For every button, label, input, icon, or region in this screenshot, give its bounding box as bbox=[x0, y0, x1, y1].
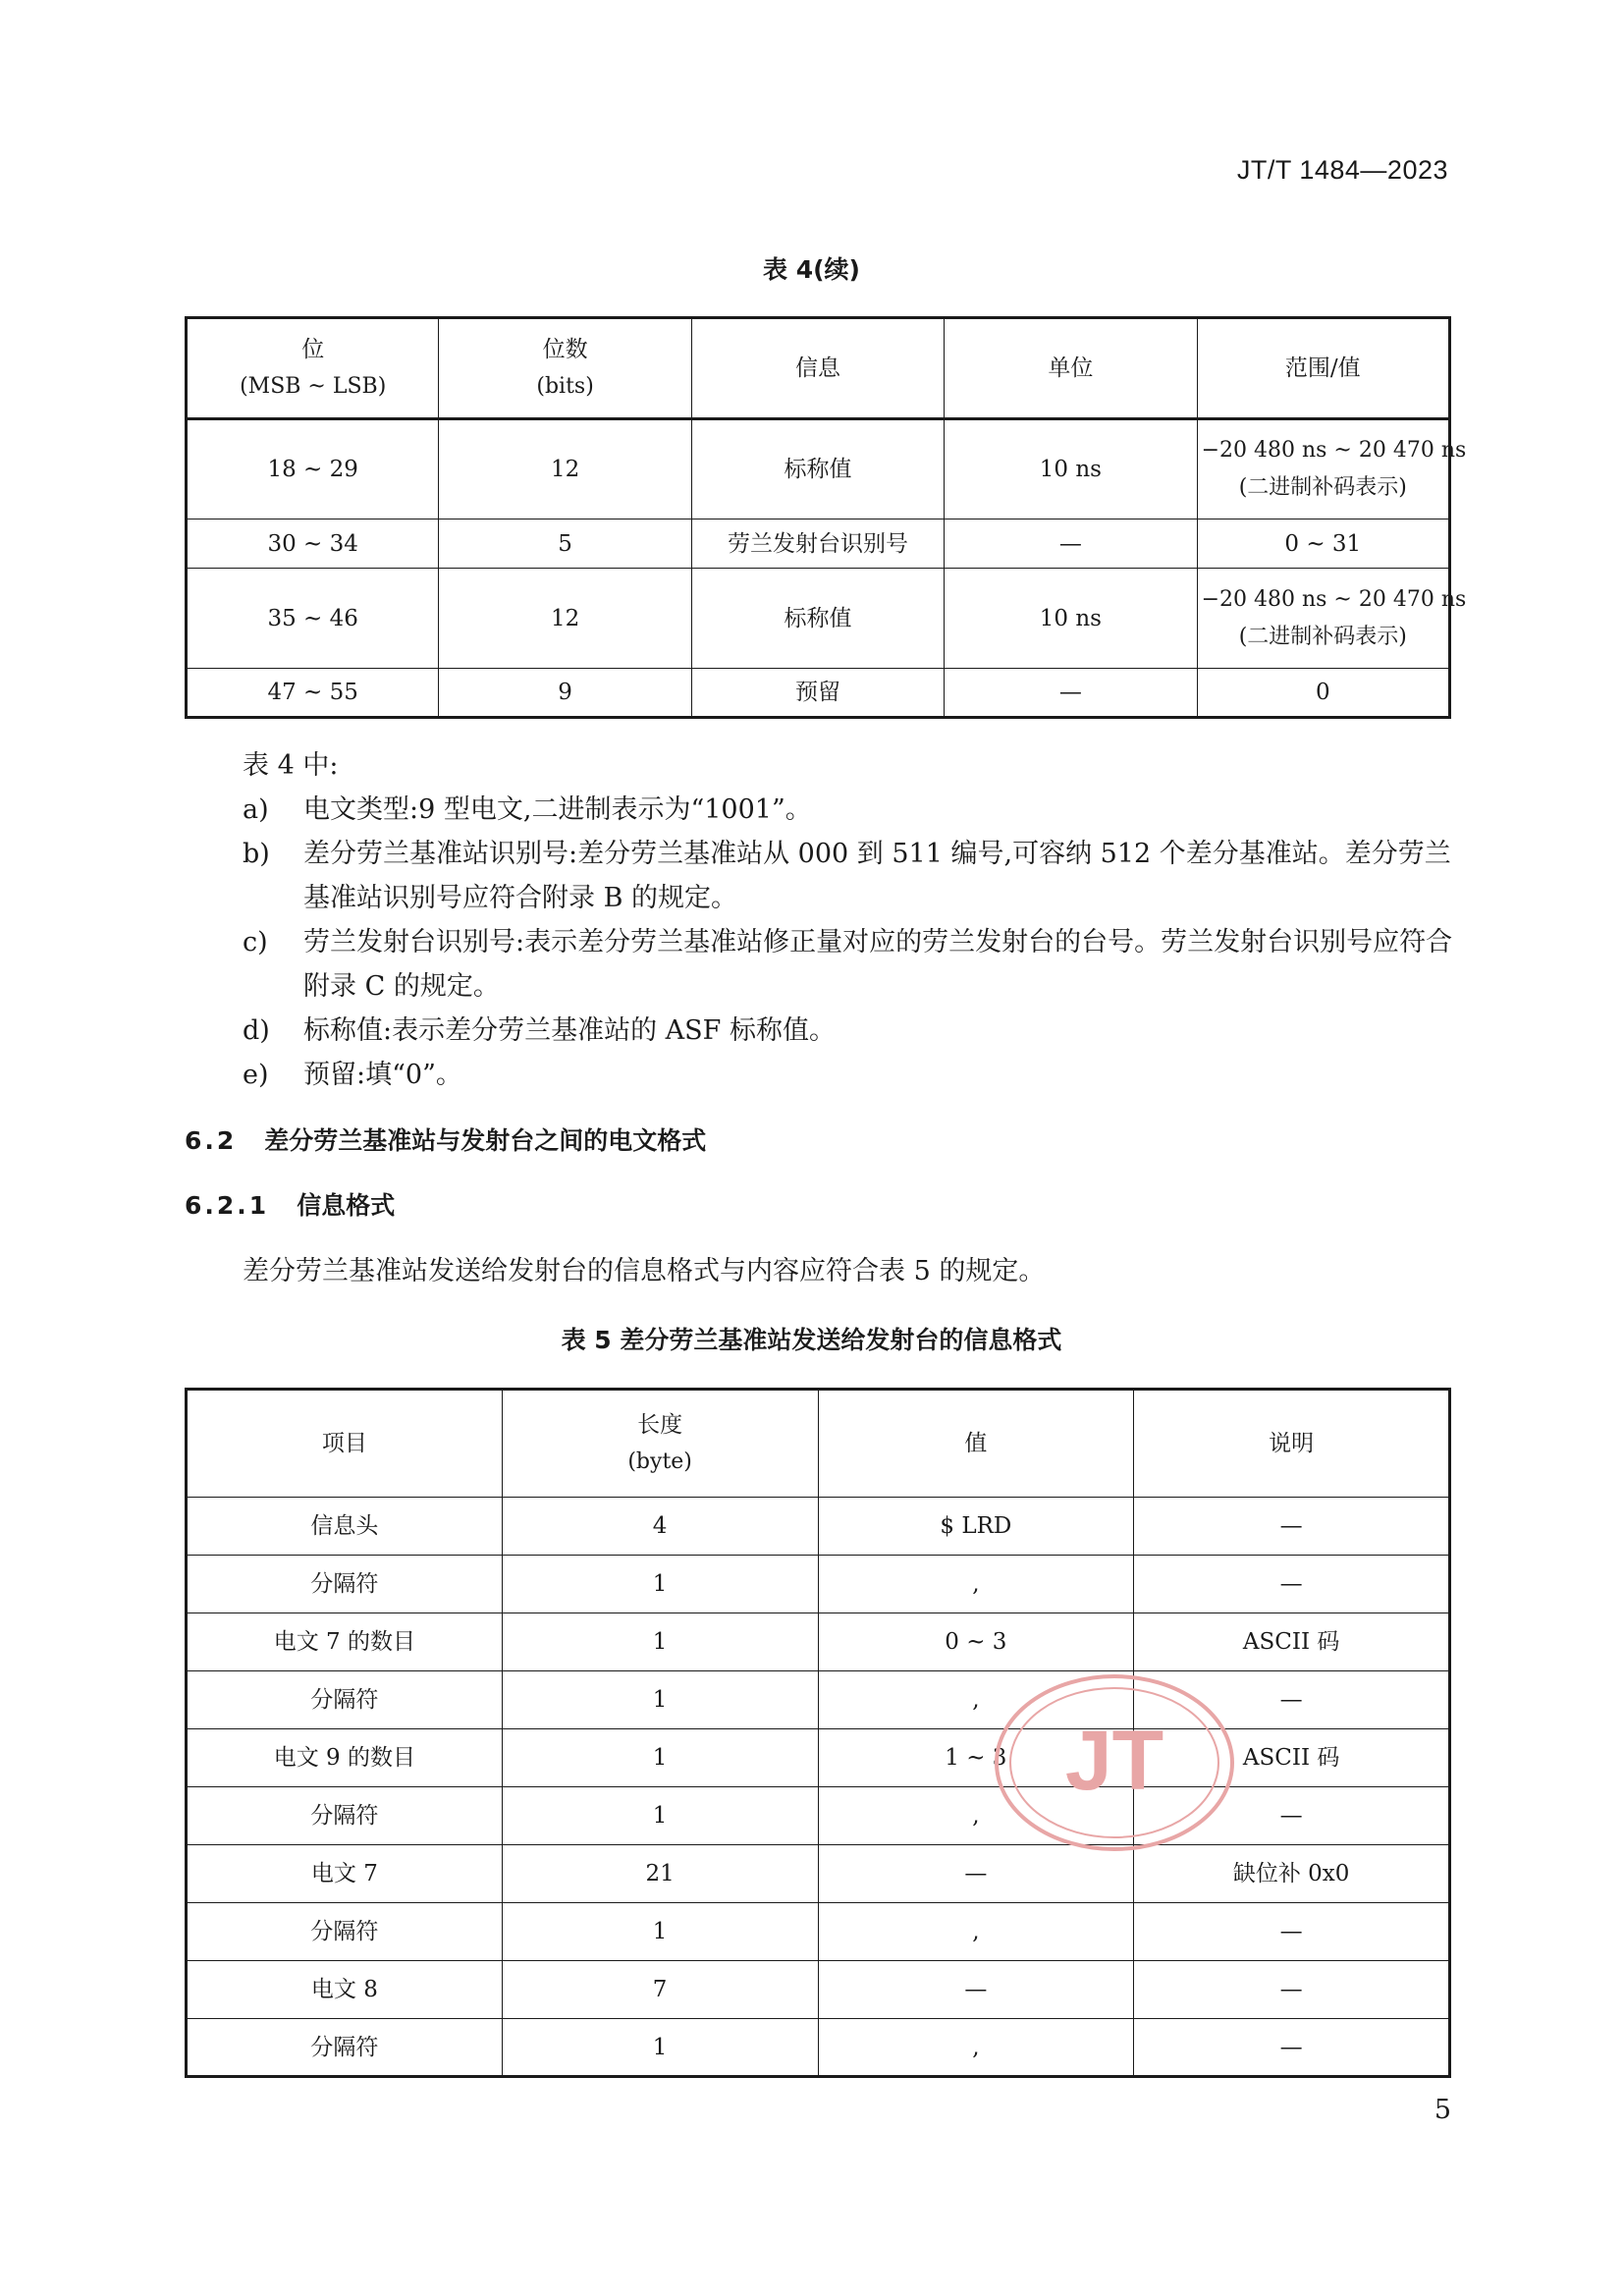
cell-length: 1 bbox=[502, 1729, 818, 1787]
table5-header-item: 项目 bbox=[187, 1390, 503, 1498]
table5-caption: 表 5 差分劳兰基准站发送给发射台的信息格式 bbox=[561, 1326, 1062, 1354]
list-text: 电文类型:9 型电文,二进制表示为“1001”。 bbox=[303, 794, 812, 825]
table5-header-desc: 说明 bbox=[1134, 1390, 1450, 1498]
list-item bbox=[243, 1009, 1455, 1053]
table-row bbox=[187, 1787, 1450, 1845]
cell-item: 电文 7 的数目 bbox=[187, 1613, 503, 1671]
cell-desc: ASCII 码 bbox=[1134, 1729, 1450, 1787]
table5-header-row bbox=[187, 1390, 1450, 1498]
stamp-letters: JT bbox=[1064, 1714, 1164, 1808]
cell-range: −20 480 ns ~ 20 470 ns (二进制补码表示) bbox=[1197, 569, 1449, 669]
table-row bbox=[187, 2019, 1450, 2077]
section-title: 信息格式 bbox=[297, 1191, 396, 1220]
cell-length: 1 bbox=[502, 1556, 818, 1613]
table-row bbox=[187, 1556, 1450, 1613]
cell-value: , bbox=[818, 1671, 1134, 1729]
notes-intro: 表 4 中: bbox=[243, 750, 339, 781]
cell-item: 分隔符 bbox=[187, 1903, 503, 1961]
table4-header-count: 位数 (bits) bbox=[439, 318, 691, 419]
page-number: 5 bbox=[1434, 2095, 1451, 2125]
section-number: 6.2 bbox=[185, 1126, 238, 1155]
cell-count: 12 bbox=[439, 419, 691, 519]
cell-item: 信息头 bbox=[187, 1498, 503, 1556]
list-text: 劳兰发射台识别号:表示差分劳兰基准站修正量对应的劳兰发射台的台号。劳兰发射台识别号应符合附录 C 的规定。 bbox=[303, 927, 1453, 1002]
list-marker: b) bbox=[243, 839, 270, 869]
cell-info: 标称值 bbox=[691, 569, 944, 669]
cell-count: 12 bbox=[439, 569, 691, 669]
list-item bbox=[243, 832, 1455, 920]
cell-value: , bbox=[818, 1556, 1134, 1613]
cell-item: 电文 9 的数目 bbox=[187, 1729, 503, 1787]
table-row bbox=[187, 1671, 1450, 1729]
cell-item: 分隔符 bbox=[187, 2019, 503, 2077]
cell-item: 分隔符 bbox=[187, 1556, 503, 1613]
table4-notes bbox=[243, 743, 1455, 1097]
table4-caption: 表 4(续) bbox=[763, 255, 860, 284]
list-item bbox=[243, 788, 1455, 832]
table-row bbox=[187, 1613, 1450, 1671]
cell-value: 1 ~ 3 bbox=[818, 1729, 1134, 1787]
table5-header-length: 长度 (byte) bbox=[502, 1390, 818, 1498]
standard-code: JT/T 1484—2023 bbox=[1236, 155, 1448, 185]
cell-desc: ASCII 码 bbox=[1134, 1613, 1450, 1671]
cell-value: — bbox=[818, 1845, 1134, 1903]
table4-header-unit: 单位 bbox=[945, 318, 1197, 419]
table5-header-value: 值 bbox=[818, 1390, 1134, 1498]
cell-info: 预留 bbox=[691, 669, 944, 718]
cell-value: , bbox=[818, 1787, 1134, 1845]
table4-header-range: 范围/值 bbox=[1197, 318, 1449, 419]
cell-desc: — bbox=[1134, 1903, 1450, 1961]
cell-length: 1 bbox=[502, 2019, 818, 2077]
section-heading-6-2 bbox=[185, 1121, 706, 1157]
table-row bbox=[187, 669, 1450, 718]
table-row bbox=[187, 1961, 1450, 2019]
cell-desc: — bbox=[1134, 2019, 1450, 2077]
cell-bits: 35 ~ 46 bbox=[187, 569, 439, 669]
cell-unit: — bbox=[945, 669, 1197, 718]
cell-unit: — bbox=[945, 519, 1197, 569]
cell-info: 标称值 bbox=[691, 419, 944, 519]
table4-header-bits: 位 (MSB ~ LSB) bbox=[187, 318, 439, 419]
cell-count: 9 bbox=[439, 669, 691, 718]
list-text: 差分劳兰基准站识别号:差分劳兰基准站从 000 到 511 编号,可容纳 512 个差分基准站。差分劳兰基准站识别号应符合附录 B 的规定。 bbox=[303, 839, 1451, 913]
list-marker: e) bbox=[243, 1060, 269, 1090]
body-paragraph: 差分劳兰基准站发送给发射台的信息格式与内容应符合表 5 的规定。 bbox=[243, 1256, 1046, 1286]
cell-desc: — bbox=[1134, 1556, 1450, 1613]
section-heading-6-2-1 bbox=[185, 1186, 395, 1222]
cell-desc: 缺位补 0x0 bbox=[1134, 1845, 1450, 1903]
cell-value: 0 ~ 3 bbox=[818, 1613, 1134, 1671]
list-text: 预留:填“0”。 bbox=[303, 1060, 462, 1090]
table-row bbox=[187, 419, 1450, 519]
cell-value: $ LRD bbox=[818, 1498, 1134, 1556]
cell-unit: 10 ns bbox=[945, 569, 1197, 669]
cell-bits: 47 ~ 55 bbox=[187, 669, 439, 718]
cell-range: 0 ~ 31 bbox=[1197, 519, 1449, 569]
cell-item: 分隔符 bbox=[187, 1671, 503, 1729]
cell-range: 0 bbox=[1197, 669, 1449, 718]
table4-header-row bbox=[187, 318, 1450, 419]
cell-length: 21 bbox=[502, 1845, 818, 1903]
table-row bbox=[187, 1903, 1450, 1961]
cell-item: 分隔符 bbox=[187, 1787, 503, 1845]
cell-item: 电文 7 bbox=[187, 1845, 503, 1903]
list-item bbox=[243, 920, 1455, 1009]
cell-desc: — bbox=[1134, 1787, 1450, 1845]
cell-bits: 18 ~ 29 bbox=[187, 419, 439, 519]
list-marker: d) bbox=[243, 1015, 270, 1046]
cell-value: — bbox=[818, 1961, 1134, 2019]
cell-desc: — bbox=[1134, 1498, 1450, 1556]
cell-count: 5 bbox=[439, 519, 691, 569]
cell-length: 4 bbox=[502, 1498, 818, 1556]
list-item bbox=[243, 1053, 1455, 1097]
list-marker: a) bbox=[243, 794, 269, 825]
section-title: 差分劳兰基准站与发射台之间的电文格式 bbox=[264, 1126, 707, 1155]
section-number: 6.2.1 bbox=[185, 1191, 270, 1220]
list-text: 标称值:表示差分劳兰基准站的 ASF 标称值。 bbox=[303, 1015, 836, 1046]
cell-length: 1 bbox=[502, 1903, 818, 1961]
table4-header-info: 信息 bbox=[691, 318, 944, 419]
cell-desc: — bbox=[1134, 1961, 1450, 2019]
table-row bbox=[187, 1729, 1450, 1787]
list-marker: c) bbox=[243, 927, 268, 957]
table-row bbox=[187, 1845, 1450, 1903]
cell-value: , bbox=[818, 1903, 1134, 1961]
table-row bbox=[187, 569, 1450, 669]
cell-item: 电文 8 bbox=[187, 1961, 503, 2019]
cell-info: 劳兰发射台识别号 bbox=[691, 519, 944, 569]
cell-unit: 10 ns bbox=[945, 419, 1197, 519]
cell-length: 1 bbox=[502, 1671, 818, 1729]
cell-length: 1 bbox=[502, 1613, 818, 1671]
table4 bbox=[185, 316, 1467, 719]
cell-range: −20 480 ns ~ 20 470 ns (二进制补码表示) bbox=[1197, 419, 1449, 519]
table-row bbox=[187, 1498, 1450, 1556]
cell-bits: 30 ~ 34 bbox=[187, 519, 439, 569]
table-row bbox=[187, 519, 1450, 569]
cell-desc: — bbox=[1134, 1671, 1450, 1729]
cell-value: , bbox=[818, 2019, 1134, 2077]
cell-length: 1 bbox=[502, 1787, 818, 1845]
table5 bbox=[185, 1388, 1451, 2078]
cell-length: 7 bbox=[502, 1961, 818, 2019]
